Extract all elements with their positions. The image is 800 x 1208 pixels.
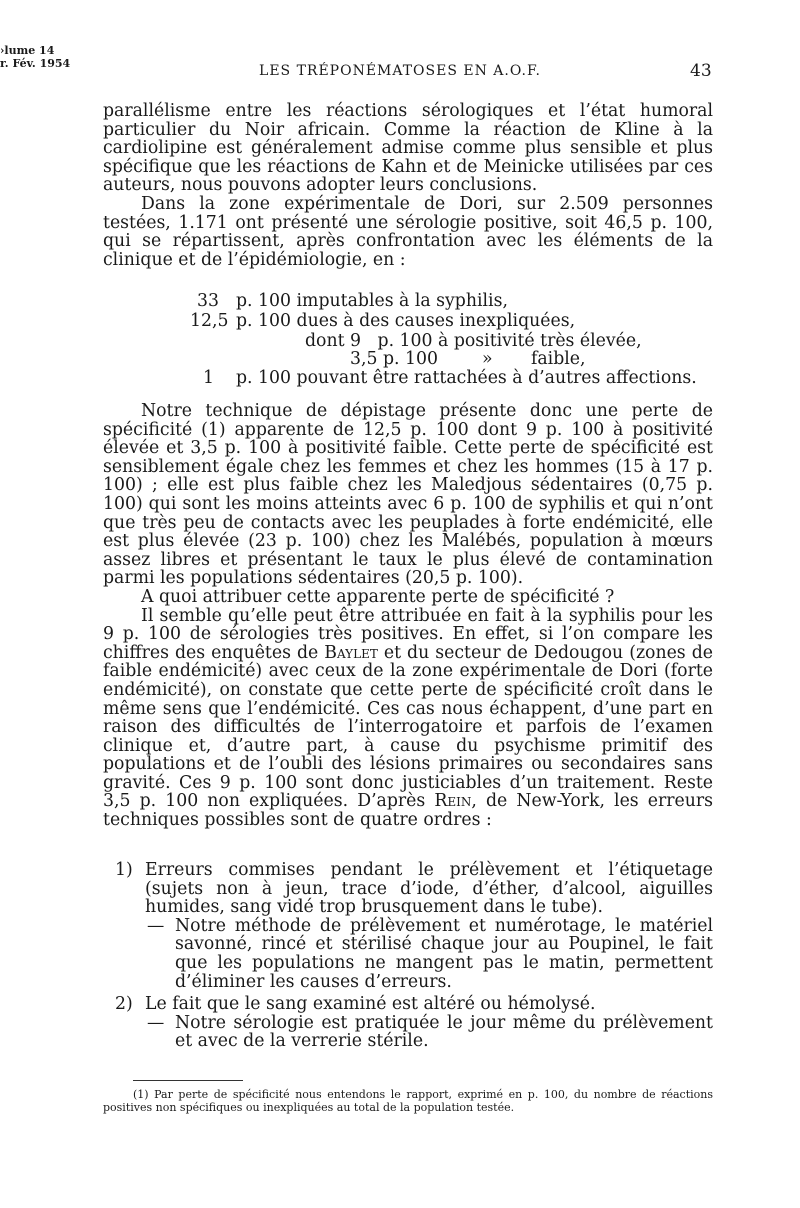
author-name: Rein bbox=[434, 791, 472, 812]
stat-label: dont 9 p. 100 à positivité très élevée, bbox=[305, 331, 642, 351]
page-number: 43 bbox=[690, 61, 712, 81]
footnote-divider bbox=[133, 1080, 243, 1081]
paragraph-question: A quoi attribuer cette apparente perte de spécificité ? bbox=[141, 586, 615, 607]
stat-row bbox=[203, 369, 214, 388]
stat-label: p. 100 pouvant être rattachées à d’autres affections. bbox=[236, 368, 697, 388]
stat-value: 1 bbox=[203, 368, 214, 388]
opening-paragraphs bbox=[103, 102, 713, 269]
stat-label: p. 100 dues à des causes inexpliquées, bbox=[236, 311, 576, 331]
list-subitem bbox=[103, 917, 713, 991]
issue-date: r. Fév. 1954 bbox=[0, 57, 71, 70]
paragraph-explanation: Il semble qu’elle peut être attribuée en fait à la syphilis pour les 9 p. 100 de sérologies très positives. En effet, si l’on compare les chiffres des enquêtes de Baylet et du secteur de Dedougou (zones de faible endémicité) avec ceux de la zone expérimentale de Dori (forte endémicité), on constate que cette perte de spécificité croît dans le même sens que l’endémicité. Ces cas nous échappent, d’une part en raison des difficultés de l’interrogatoire et parfois de l’examen clinique et, d’autre part, à cause du psychisme primitif des populations et de l’oubli des lésions primaires ou secondaires sans gravité. Ces 9 p. 100 sont donc justiciables d’un traitement. Reste 3,5 p. 100 non expliquées. D’après Rein, de New-York, les erreurs techniques possibles sont de quatre ordres : bbox=[103, 605, 713, 831]
paragraph-specificity: Notre technique de dépistage présente donc une perte de spécificité (1) apparente de 12,5 p. 100 dont 9 p. 100 à positivité élevée et 3,5 p. 100 à positivité faible. Cette perte de spécificité est sensiblement égale chez les femmes et chez les hommes (15 à 17 p. 100) ; elle est plus faible chez les Maledjous sédentaires (0,75 p. 100) qui sont les moins atteints avec 6 p. 100 de syphilis et qui n’ont que très peu de contacts avec les peuplades à forte endémicité, elle est plus élevée (23 p. 100) chez les Malébés, population à mœurs assez libres et présentant le taux le plus élevé de contamination parmi les populations sédentaires (20,5 p. 100). bbox=[103, 401, 713, 589]
paragraph-dori-results: Dans la zone expérimentale de Dori, sur 2.509 personnes testées, 1.171 ont présenté une sérologie positive, soit 46,5 p. 100, qui se répartissent, après confrontation avec les éléments de la clinique et de l’épidémiologie, en : bbox=[103, 193, 713, 270]
stat-label: 3,5 p. 100 » faible, bbox=[350, 349, 586, 369]
stat-row bbox=[197, 292, 219, 311]
discussion-paragraphs bbox=[103, 402, 713, 830]
stat-value: 33 bbox=[197, 291, 219, 311]
stat-label: p. 100 imputables à la syphilis, bbox=[236, 291, 508, 311]
footnote: (1) Par perte de spécificité nous entendons le rapport, exprimé en p. 100, du nombre de réactions positives non spécifiques ou inexpliquées au total de la population testée. bbox=[103, 1088, 713, 1114]
list-subitem-text: Notre sérologie est pratiquée le jour même du prélèvement et avec de la verrerie stérile. bbox=[175, 1012, 713, 1052]
stat-value: 12,5 bbox=[190, 311, 229, 331]
stat-row bbox=[190, 312, 228, 331]
list-number: 1) bbox=[115, 860, 133, 880]
volume-info bbox=[0, 44, 70, 70]
author-name: Baylet bbox=[324, 642, 378, 663]
list-item bbox=[103, 861, 713, 917]
list-subitem bbox=[103, 1014, 713, 1051]
list-number: 2) bbox=[115, 994, 133, 1015]
dash-marker: — bbox=[147, 915, 165, 936]
list-item-text: Le fait que le sang examiné est altéré ou hémolysé. bbox=[145, 994, 596, 1015]
list-subitem-text: Notre méthode de prélèvement et numérotage, le matériel savonné, rincé et stérilisé chaque jour au Poupinel, le fait que les populations ne mangent pas le matin, permettent d’éliminer les causes d’erreurs. bbox=[175, 915, 713, 992]
paragraph-continued: parallélisme entre les réactions sérologiques et l’état humoral particulier du Noir africain. Comme la réaction de Kline à la cardiolipine est généralement admise comme plus sensible et plus spécifique que les réactions de Kahn et de Meinicke utilisées par ces auteurs, nous pouvons adopter leurs conclusions. bbox=[103, 101, 713, 196]
list-item bbox=[103, 995, 713, 1014]
running-title: LES TRÉPONÉMATOSES EN A.O.F. bbox=[259, 63, 541, 79]
volume-number: ›lume 14 bbox=[0, 44, 55, 57]
dash-marker: — bbox=[147, 1012, 165, 1033]
error-list bbox=[103, 861, 713, 1051]
list-item-text: Erreurs commises pendant le prélèvement et l’étiquetage (sujets non à jeun, trace d’iode, d’éther, d’alcool, aiguilles humides, sang vidé trop brusquement dans le tube). bbox=[145, 860, 713, 918]
